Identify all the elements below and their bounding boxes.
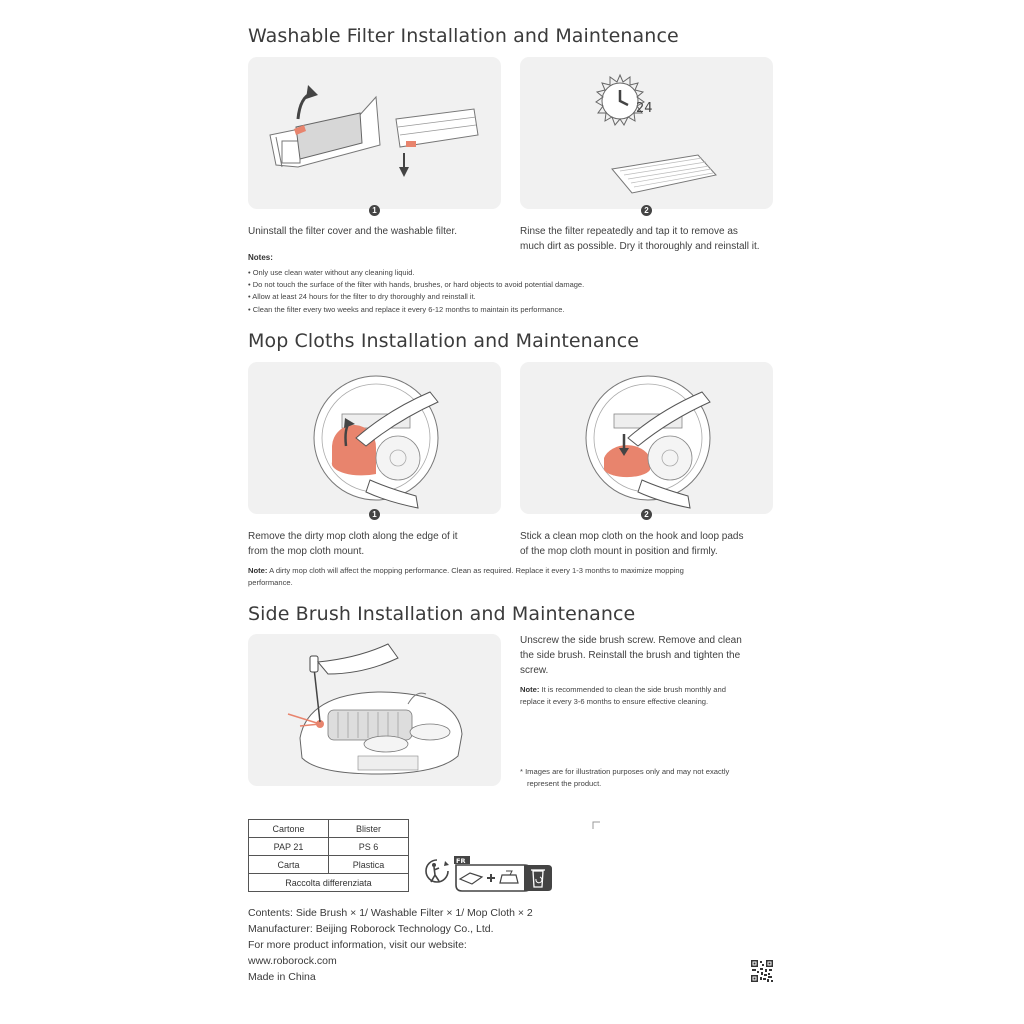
qr-code-icon [751,960,773,982]
brush-desc-line-2: the side brush. Reinstall the brush and tighten the [520,650,741,661]
recycling-cell: PAP 21 [249,838,329,856]
filter-caption-2-line-2: much dirt as possible. Dry it thoroughly and reinstall it. [520,241,760,252]
recycling-cell: Carta [249,856,329,874]
filter-note-4: • Clean the filter every two weeks and replace it every 6-12 months to maintain its performance. [248,304,584,316]
recycling-table [248,819,409,892]
mop-illustration-1 [248,362,501,514]
filter-caption-1: Uninstall the filter cover and the washable filter. [248,226,457,237]
sorting-info-label: FR [456,857,466,865]
filter-illustration-2 [520,57,773,209]
mop-caption-1-line-1: Remove the dirty mop cloth along the edge of it [248,531,458,542]
filter-note-2: • Do not touch the surface of the filter with hands, brushes, or hard objects to avoid potential damage. [248,279,584,291]
disclaimer-line-2: represent the product. [527,779,602,788]
brush-note [520,684,773,708]
mop-step-2-badge: 2 [641,509,652,520]
recycling-cell: Blister [329,820,409,838]
filter-removal-illustration [248,57,501,209]
mop-note-text-line-2: performance. [248,578,293,587]
clock-24-label: 24 [636,101,653,116]
filter-notes-list [248,267,584,316]
side-brush-illustration [248,634,501,786]
brush-note-text-line-2: replace it every 3-6 months to ensure effective cleaning. [520,697,709,706]
brush-section-title: Side Brush Installation and Maintenance [248,603,636,625]
footer-origin: Made in China [248,971,316,983]
recycling-cell: Plastica [329,856,409,874]
filter-step-2-badge: 2 [641,205,652,216]
mop-caption-1-line-2: from the mop cloth mount. [248,546,365,557]
mop-section-title: Mop Cloths Installation and Maintenance [248,330,640,352]
recycling-cell: Cartone [249,820,329,838]
illustration-disclaimer [520,766,780,790]
recycling-cell: Raccolta differenziata [249,874,409,892]
mop-note-label: Note: [248,566,268,575]
disclaimer-line-1: * Images are for illustration purposes only and may not exactly [520,767,730,776]
recycling-row [249,874,409,892]
footer-info: For more product information, visit our website: [248,939,467,951]
mop-note [248,565,773,589]
footer-website[interactable]: www.roborock.com [248,955,337,967]
mop-note-text-line-1: A dirty mop cloth will affect the mopping performance. Clean as required. Replace it every 1-3 months to maximize mopping [267,566,684,575]
triman-logo-icon [423,857,451,885]
filter-step-1-badge: 1 [369,205,380,216]
corner-mark-icon [592,821,600,829]
filter-illustration-1 [248,57,501,209]
filter-drying-illustration [520,57,773,209]
recycling-cell: PS 6 [329,838,409,856]
sorting-info-icon [454,853,554,893]
mop-removal-illustration [248,362,501,514]
filter-note-3: • Allow at least 24 hours for the filter to dry thoroughly and reinstall it. [248,291,584,303]
mop-step-1-badge: 1 [369,509,380,520]
footer-manufacturer: Manufacturer: Beijing Roborock Technology Co., Ltd. [248,923,494,935]
brush-desc-line-3: screw. [520,665,549,676]
filter-caption-2-line-1: Rinse the filter repeatedly and tap it to remove as [520,226,738,237]
brush-note-text-line-1: It is recommended to clean the side brush monthly and [539,685,726,694]
mop-illustration-2 [520,362,773,514]
filter-section-title: Washable Filter Installation and Maintenance [248,25,679,47]
recycling-row [249,856,409,874]
mop-caption-2-line-2: of the mop cloth mount in position and firmly. [520,546,718,557]
brush-note-label: Note: [520,685,540,694]
filter-note-1: • Only use clean water without any cleaning liquid. [248,267,584,279]
mop-attach-illustration [520,362,773,514]
mop-caption-2-line-1: Stick a clean mop cloth on the hook and loop pads [520,531,744,542]
recycling-row [249,820,409,838]
brush-illustration [248,634,501,786]
recycling-row [249,838,409,856]
brush-desc-line-1: Unscrew the side brush screw. Remove and clean [520,635,742,646]
footer-contents: Contents: Side Brush × 1/ Washable Filter × 1/ Mop Cloth × 2 [248,907,533,919]
filter-notes-title: Notes: [248,253,273,262]
